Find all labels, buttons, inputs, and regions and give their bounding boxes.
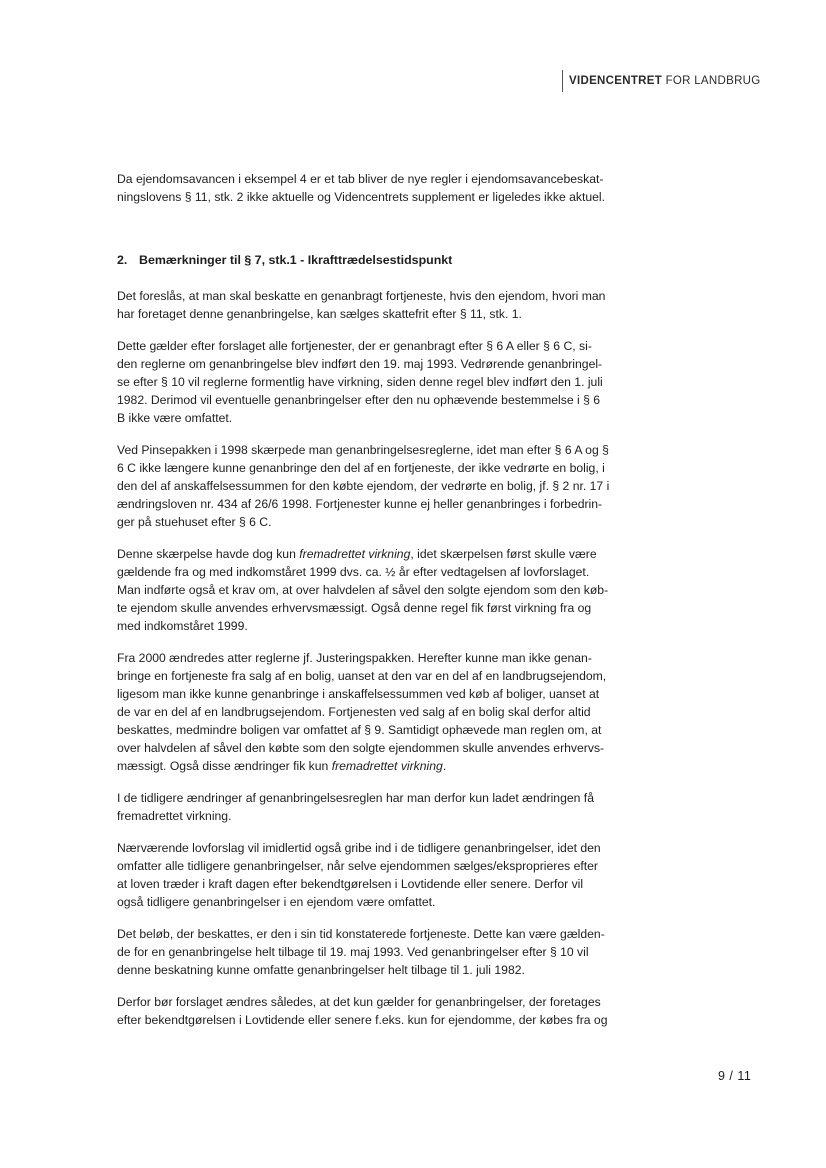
paragraph-text: Denne skærpelse havde dog kun: [117, 547, 300, 561]
paragraph: [117, 545, 665, 635]
section-number: 2.: [117, 253, 128, 267]
paragraph: Dette gælder efter forslaget alle fortjenester, der er genanbragt efter § 6 A eller § 6 C, si- den reglerne om genanbringelse blev indført den 19. maj 1993. Vedrørende genanbringel- se efter § 10 vil reglerne formentlig have virkning, siden denne regel blev indført den 1. juli 1982. Derimod vil eventuelle genanbringelser efter den nu ophævende bestemmelse i § 6 B ikke være omfattet.: [117, 339, 603, 425]
paragraph: [117, 649, 665, 775]
paragraph: Det foreslås, at man skal beskatte en genanbragt fortjeneste, hvis den ejendom, hvori man har foretaget denne genanbringelse, kan sælges skattefrit efter § 11, stk. 1.: [117, 289, 606, 321]
paragraph-intro: Da ejendomsavancen i eksempel 4 er et tab bliver de nye regler i ejendomsavancebeskat- ningslovens § 11, stk. 2 ikke aktuelle og Videncentrets supplement er ligeledes ikke aktuel.: [117, 172, 606, 204]
emphasis-text: fremadrettet virkning: [331, 759, 443, 773]
paragraph: Det beløb, der beskattes, er den i sin tid konstaterede fortjeneste. Dette kan være gælden- de for en genanbringelse helt tilbage til 19. maj 1993. Ved genanbringelser efter § 10 vil denne beskatning kunne omfatte genanbringelser helt tilbage til 1. juli 1982.: [117, 927, 605, 977]
paragraph-text: , idet skærpelsen først skulle være gældende fra og med indkomståret 1999 dvs. ca. ½ år efter vedtagelsen af lovforslaget. Man indførte også et krav om, at over halvdelen af såvel den solgte ejendom som den køb- te ejendom skulle anvendes erhvervsmæssigt. Også denne regel fik først virkning fra og med indkomståret 1999.: [117, 547, 609, 633]
organization-name-bold: VIDENCENTRET: [569, 75, 663, 87]
page-number: 9 / 11: [718, 1069, 752, 1083]
paragraph: Ved Pinsepakken i 1998 skærpede man genanbringelsesreglerne, idet man efter § 6 A og § 6 C ikke længere kunne genanbringe den del af en fortjeneste, der ikke vedrørte en bolig, i den del af anskaffelsessummen for den købte ejendom, der vedrørte en bolig, jf. § 2 nr. 17 i ændringsloven nr. 434 af 26/6 1998. Fortjenester kunne ej heller genanbringes i forbedrin- ger på stuehuset efter § 6 C.: [117, 443, 610, 529]
letterhead: [562, 70, 761, 92]
organization-name: [569, 75, 761, 87]
section-title: Bemærkninger til § 7, stk.1 - Ikrafttrædelsestidspunkt: [139, 253, 453, 267]
paragraph-text: .: [442, 759, 447, 773]
document-body: [117, 170, 665, 1043]
organization-name-light: FOR LANDBRUG: [665, 75, 761, 87]
letterhead-divider: [562, 70, 563, 92]
paragraph: Derfor bør forslaget ændres således, at det kun gælder for genanbringelser, der foretages efter bekendtgørelsen i Lovtidende eller senere f.eks. kun for ejendomme, der købes fra og: [117, 995, 608, 1027]
section-heading: [117, 251, 665, 269]
paragraph: Nærværende lovforslag vil imidlertid også gribe ind i de tidligere genanbringelser, idet den omfatter alle tidligere genanbringelser, når selve ejendommen sælges/eksproprieres efter at loven træder i kraft dagen efter bekendtgørelsen i Lovtidende eller senere. Derfor vil også tidligere genanbringelser i en ejendom være omfattet.: [117, 841, 601, 909]
paragraph: I de tidligere ændringer af genanbringelsesreglen har man derfor kun ladet ændringen få fremadrettet virkning.: [117, 791, 594, 823]
paragraph-text: Fra 2000 ændredes atter reglerne jf. Justeringspakken. Herefter kunne man ikke genan- bringe en fortjeneste fra salg af en bolig, uanset at den var en del af en landbrugsejendom, ligesom man ikke kunne genanbringe i anskaffelsessummen ved køb af boliger, uanset at de var en del af en landbrugsejendom. Fortjenesten ved salg af en bolig skal derfor altid beskattes, medmindre boligen var omfattet af § 9. Samtidigt ophævede man reglen om, at over halvdelen af såvel den købte som den solgte ejendommen skulle anvendes erhvervs- mæssigt. Også disse ændringer fik kun: [117, 651, 607, 773]
emphasis-text: fremadrettet virkning: [299, 547, 411, 561]
